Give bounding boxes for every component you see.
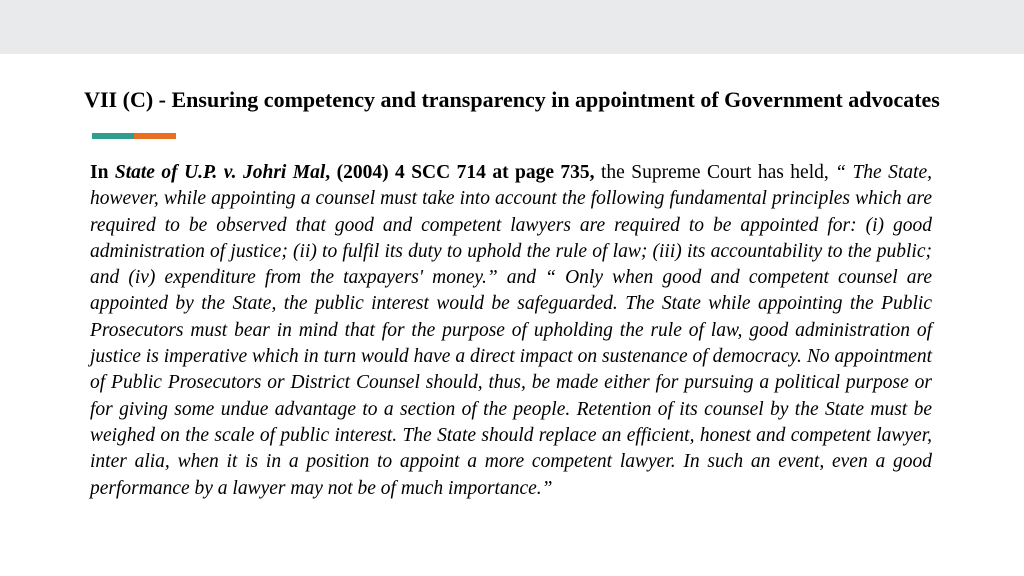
case-name-text: State of U.P. v. Johri Mal (114, 162, 326, 183)
top-banner (0, 0, 1024, 54)
title-accent-bar (92, 133, 176, 139)
citation-text: , (2004) 4 SCC 714 at page 735, (325, 162, 601, 183)
accent-bar-teal-segment (92, 133, 134, 139)
slide-title: VII (C) - Ensuring competency and transparency in appointment of Government advocates (84, 87, 940, 112)
accent-bar-orange-segment (134, 133, 176, 139)
intro-text: In (90, 162, 115, 183)
quotation-text: “ The State, however, while appointing a counsel must take into account the following fundamental principles which are required to be observed that good and competent lawyers are required to be appointed for: (i) good administration of justice; (ii) to fulfil its duty to uphold the rule of law; (iii) its accountability to the public; and (iv) expenditure from the taxpayers' money.” and “ Only when good and competent counsel are appointed by the State, the public interest would be safeguarded. The State while appointing the Public Prosecutors must bear in mind that for the purpose of upholding the rule of law, good administration of justice is imperative which in turn would have a direct impact on sustenance of democracy. No appointment of Public Prosecutors or District Counsel should, thus, be made either for pursuing a political purpose or for giving some undue advantage to a section of the people. Retention of its counsel by the State must be weighed on the scale of public interest. The State should replace an efficient, honest and competent lawyer, inter alia, when it is in a position to appoint a more competent lawyer. In such an event, even a good performance by a lawyer may not be of much importance.” (90, 162, 932, 499)
quote-paragraph (90, 160, 932, 502)
attribution-text: the Supreme Court has held, (601, 162, 836, 183)
